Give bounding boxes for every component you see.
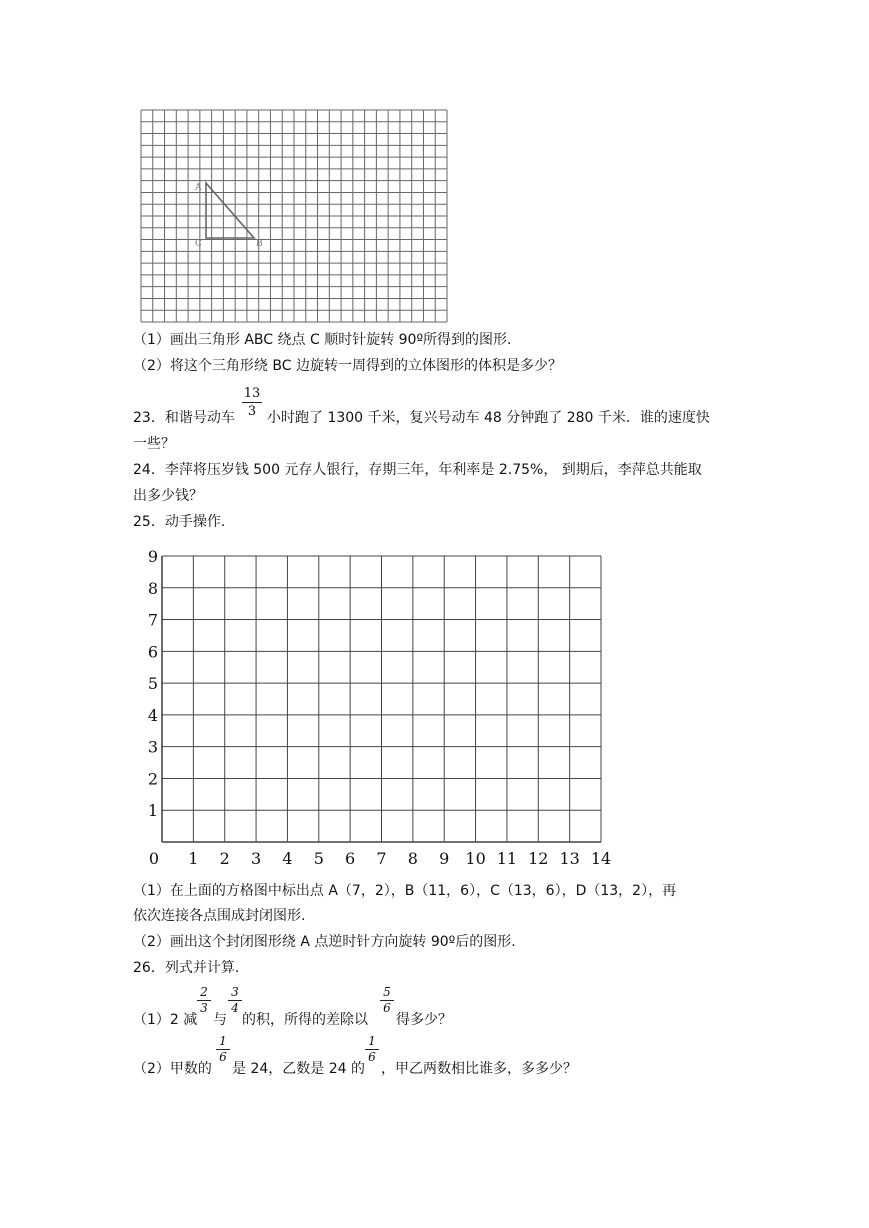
q23-line1-prefix: 23．和谐号动车: [133, 410, 235, 426]
q23-fraction-numerator: 13: [243, 386, 261, 401]
x-tick-label: 5: [313, 849, 324, 868]
q26-part1-c: 的积，所得的差除以: [242, 1012, 368, 1028]
q25-part1-line1: （1）在上面的方格图中标出点 A（7，2），B（11，6），C（13，6），D（13，2），再: [133, 883, 677, 899]
q26-part2-fraction2: [365, 1035, 379, 1064]
q26-part1-b: 与: [213, 1012, 227, 1028]
label-a: A: [195, 183, 202, 193]
x-tick-label: 9: [439, 849, 450, 868]
y-tick-label: 7: [147, 610, 159, 630]
grid2-lines: [162, 556, 601, 842]
x-tick-label: 1: [188, 849, 199, 868]
fraction-denominator: 4: [231, 1001, 239, 1015]
y-tick-label: 1: [147, 801, 159, 821]
x-tick-label: 3: [250, 849, 262, 868]
y-tick-label: 8: [147, 578, 159, 598]
y-tick-label: 9: [147, 547, 159, 566]
x-tick-label: 10: [465, 849, 486, 868]
q26-part2-c: ，甲乙两数相比谁多，多多少？: [381, 1061, 577, 1077]
x-tick-label: 7: [376, 849, 387, 868]
x-tick-label: 4: [282, 849, 293, 868]
q26-part1-fraction1: [197, 986, 211, 1015]
q25-title: 25．动手操作.: [133, 514, 226, 530]
label-b: B: [256, 239, 263, 249]
fraction-numerator: 2: [200, 985, 208, 999]
x-tick-label: 2: [219, 849, 230, 868]
fraction-denominator: 6: [219, 1050, 227, 1064]
y-tick-label: 5: [147, 674, 159, 694]
fraction-denominator: 3: [200, 1001, 208, 1015]
x-tick-label: 8: [407, 849, 418, 868]
q22-part1: （1）画出三角形 ABC 绕点 C 顺时针旋转 90º所得到的图形.: [133, 332, 512, 348]
q22-part2: （2）将这个三角形绕 BC 边旋转一周得到的立体图形的体积是多少？: [133, 358, 562, 374]
rotation-grid: [0, 0, 869, 340]
label-c: C: [195, 239, 202, 249]
q26-part1-fraction2: [228, 986, 242, 1015]
q26-part1-a: （1）2 减: [133, 1012, 198, 1028]
q26-part2-b: 是 24，乙数是 24 的: [232, 1061, 365, 1077]
q24-line1: 24．李萍将压岁钱 500 元存人银行，存期三年，年利率是 2.75%， 到期后，李萍总共能取: [133, 462, 702, 478]
x-tick-label: 14: [590, 849, 612, 868]
y-tick-label: 2: [147, 769, 159, 789]
y-tick-label: 6: [147, 642, 159, 662]
q23-line1-suffix: 小时跑了 1300 千米，复兴号动车 48 分钟跑了 280 千米．谁的速度快: [267, 410, 710, 426]
q23-fraction: [242, 386, 262, 419]
fraction-numerator: 3: [231, 985, 239, 999]
x-tick-label: 13: [559, 849, 580, 868]
coordinate-grid: [0, 540, 869, 880]
q23-line2: 一些？: [133, 436, 175, 452]
q26-part1-fraction3: [380, 986, 394, 1015]
q23-fraction-denominator: 3: [247, 404, 257, 419]
fraction-denominator: 6: [383, 1001, 391, 1015]
q24-line2: 出多少钱？: [133, 488, 203, 504]
y-tick-label: 4: [147, 705, 159, 725]
y-tick-label: 3: [147, 737, 159, 757]
q26-part2-a: （2）甲数的: [133, 1061, 212, 1077]
x-tick-label: 12: [528, 849, 549, 868]
q26-part1-d: 得多少？: [396, 1012, 452, 1028]
q26-part2-fraction1: [216, 1035, 230, 1064]
q25-part1-line2: 依次连接各点围成封闭图形.: [133, 908, 306, 924]
fraction-numerator: 1: [368, 1034, 376, 1048]
grid2-y-ticks: [148, 547, 158, 820]
grid2-x-ticks: [149, 849, 611, 868]
fraction-numerator: 5: [383, 985, 391, 999]
fraction-denominator: 6: [368, 1050, 376, 1064]
x-tick-label: 6: [345, 849, 356, 868]
fraction-numerator: 1: [219, 1034, 227, 1048]
x-tick-label: 11: [496, 849, 518, 868]
q25-part2: （2）画出这个封闭图形绕 A 点逆时针方向旋转 90º后的图形.: [133, 934, 516, 950]
q26-title: 26．列式并计算.: [133, 960, 240, 976]
x-tick-label: 0: [148, 849, 160, 868]
grid1-lines: [141, 110, 447, 322]
q23-fraction-bar: [242, 402, 262, 403]
